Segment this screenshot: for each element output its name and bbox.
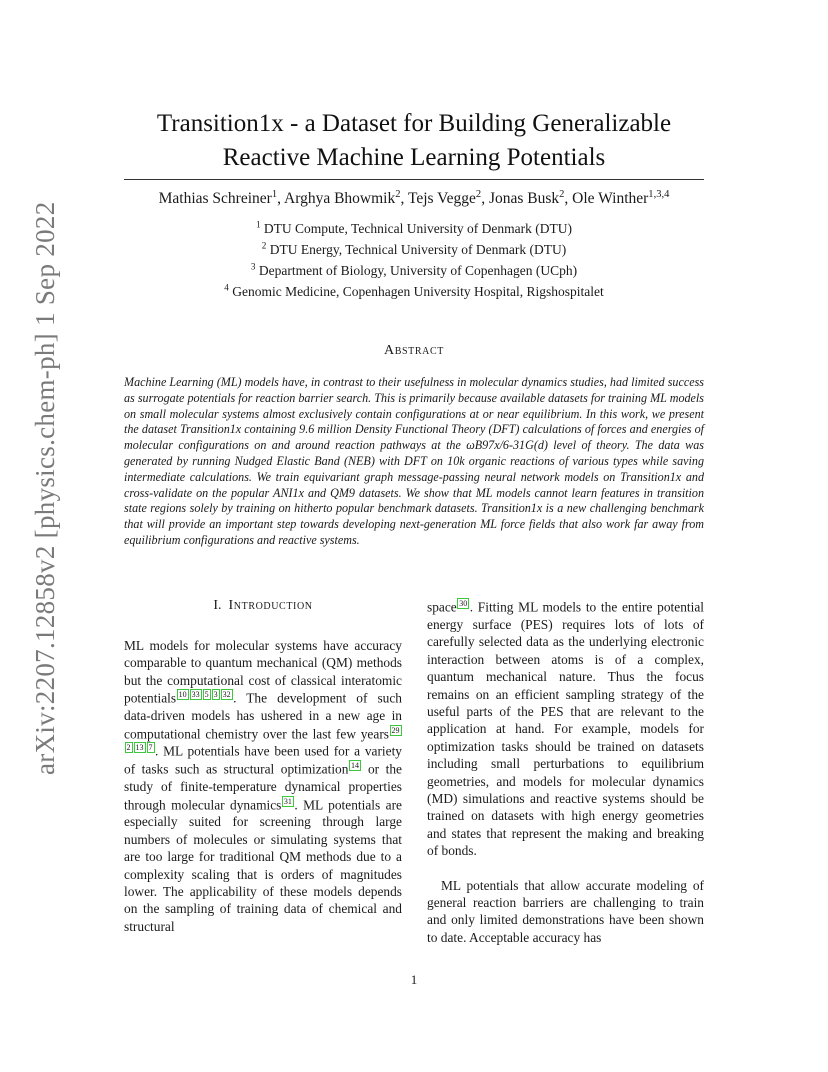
arxiv-identifier-stamp: arXiv:2207.12858v2 [physics.chem-ph] 1 Sep 2022 — [30, 201, 60, 775]
citation-link[interactable]: 33 — [191, 690, 200, 700]
citation-link[interactable]: 3 — [213, 690, 218, 700]
title-line-1: Transition1x - a Dataset for Building Generalizable — [156, 110, 672, 137]
abstract-body: Machine Learning (ML) models have, in contrast to their usefulness in molecular dynamics studies, had limited success as surrogate potentials for reaction barrier search. This is primarily because available datasets for training ML models on small molecular systems almost exclusively contain configurations at or near equilibrium. In this work, we present the dataset Transition1x containing 9.6 million Density Functional Theory (DFT) calculations of forces and energies of molecular configurations on and around reaction pathways at the ωB97x/6-31G(d) level of theory. The data was generated by running Nudged Elastic Band (NEB) with DFT on 10k organic reactions of various types while saving intermediate calculations. We train equivariant graph message-passing neural network models on Transition1x and cross-validate on the popular ANI1x and QM9 datasets. We show that ML models cannot learn features in transition state regions solely by training on hitherto popular benchmark datasets. Transition1x is a new challenging benchmark that will provide an important step towards developing next-generation ML force fields that also work far away from equilibrium configurations and reactive systems. — [124, 375, 704, 547]
citation-link[interactable]: 32 — [222, 690, 231, 700]
affiliation: $^4$ Genomic Medicine, Copenhagen University Hospital, Rigshospitalet — [224, 282, 604, 299]
paper-title — [124, 107, 704, 175]
author: Arghya Bhowmik$^2$ — [284, 188, 401, 207]
page-number: 1 — [410, 972, 418, 987]
paragraph: space 30 . Fitting ML models to the entire potential energy surface (PES) requires lots of lots of carefully selected data as the underlying electronic interaction between atoms is of a complex, quantum mechanical nature. Thus the focus remains on an efficient sampling strategy of the useful parts of the PES that are relevant to the application at hand. For example, models for optimization tasks should be trained on datasets including small perturbations to equilibrium geometries, and models for molecular dynamics (MD) simulations and reactive systems should be trained on datasets with high energy geometries and states that represent the making and breaking of bonds. — [427, 599, 704, 859]
citation-link[interactable]: 10 — [178, 690, 187, 700]
author: Jonas Busk$^2$ — [488, 188, 565, 207]
section-title: Introduction — [228, 598, 313, 613]
citation-link[interactable]: 14 — [350, 761, 359, 771]
citation-link[interactable]: 2 — [126, 743, 131, 753]
citation-link[interactable]: 30 — [459, 599, 468, 608]
author: Mathias Schreiner$^1$ — [158, 188, 278, 207]
section-heading-introduction — [124, 598, 402, 614]
left-column: ML models for molecular systems have accuracy comparable to quantum mechanical (QM) methods but the computational cost of classical interatomic potentials 10 33 5 3 32 . The development of such data-driven models has ushered in a new age in computational chemistry over the last few years 292 13 7 . ML potentials have been used for a variety of tasks such as structural optimization 14 or the study of finite-temperature dynamical properties through molecular dynamics 31 . ML potentials are especially suited for screening through large numbers of molecules or simulating systems that are too large for traditional QM methods due to a complexity scaling that is orders of magnitudes lower. The applicability of these models depends on the sampling of training data of chemical and structural — [124, 638, 402, 934]
affiliation: $^1$ DTU Compute, Technical University of Denmark (DTU) — [255, 219, 573, 236]
citation-link[interactable]: 13 — [135, 743, 144, 753]
section-number: I. — [213, 598, 222, 613]
affiliation: $^3$ Department of Biology, University of Copenhagen (UCph) — [250, 261, 578, 278]
citation-link[interactable]: 29 — [391, 725, 400, 735]
title-line-2: Reactive Machine Learning Potentials — [222, 144, 606, 171]
author-list: Mathias Schreiner$^1$, Arghya Bhowmik$^2$, Tejs Vegge$^2$, Jonas Busk$^2$, Ole Winther$^{1,3,4}$ — [158, 188, 670, 207]
author: Ole Winther$^{1,3,4}$ — [572, 188, 670, 207]
affiliation: $^2$ DTU Energy, Technical University of Denmark (DTU) — [261, 240, 567, 257]
citation-link[interactable]: 31 — [283, 796, 292, 806]
abstract-heading: Abstract — [384, 343, 444, 358]
author: Tejs Vegge$^2$ — [407, 188, 482, 207]
citation-link[interactable]: 5 — [204, 690, 209, 700]
paragraph: ML potentials that allow accurate modeling of general reaction barriers are challenging to train and only limited demonstrations have been shown to date. Acceptable accuracy has — [427, 877, 704, 945]
title-rule — [124, 179, 704, 180]
paragraph-gap — [427, 860, 704, 877]
citation-link[interactable]: 7 — [148, 743, 153, 753]
right-column — [427, 598, 704, 946]
affiliation-list — [124, 218, 704, 302]
